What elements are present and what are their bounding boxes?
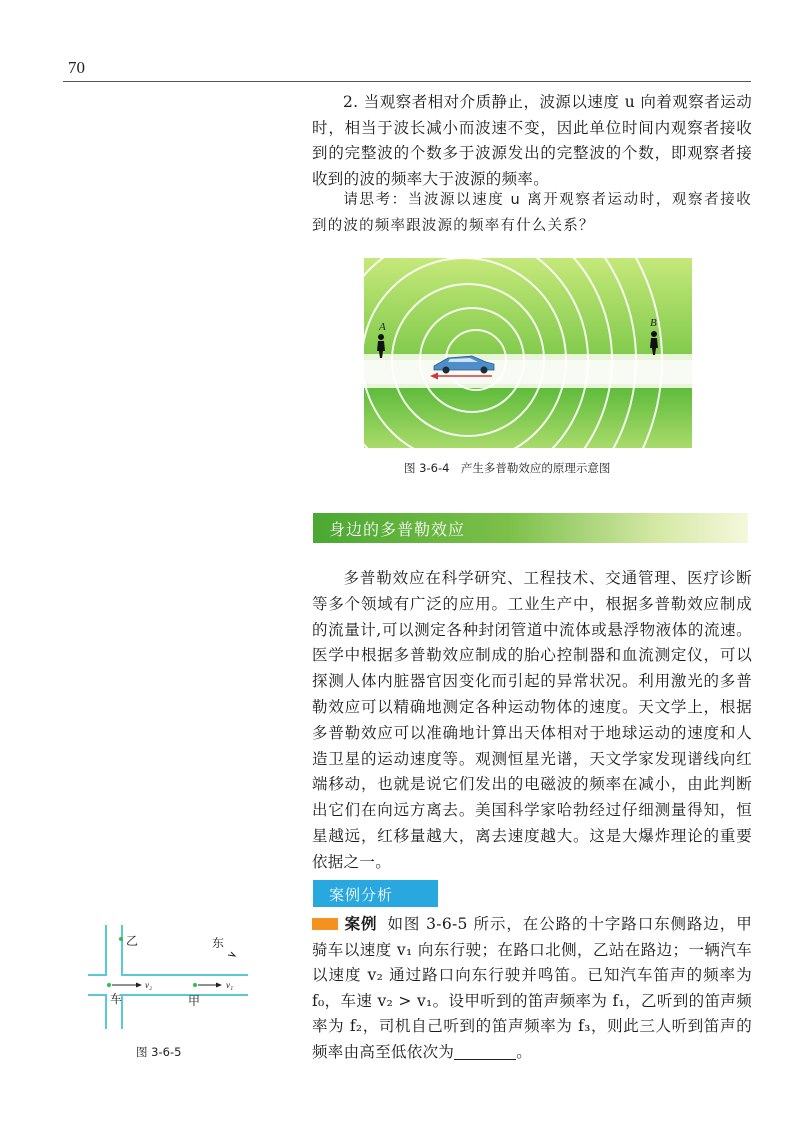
intro-paragraph: [312, 90, 752, 192]
doppler-figure: [364, 258, 692, 448]
label-jia: 甲: [188, 994, 201, 1008]
observer-a-label: A: [379, 321, 386, 333]
case-text: 如图 3-6-5 所示，在公路的十字路口东侧路边，甲骑车以速度 v₁ 向东行驶；在路口北侧，乙站在路边；一辆汽车以速度 v₂ 通过路口向东行驶并鸣笛。已知汽车笛声的频率为 f₀，车速 v₂ > v₁。设甲听到的笛声频率为 f₁，乙听到的笛声频率为 f₂，司机自己听到的笛声频率为 f₃，则此三人听到笛声的频率由高至低依次为: [312, 915, 752, 1061]
car-arrowhead: [136, 983, 142, 988]
header-rule: [63, 81, 751, 82]
person-jia: [193, 983, 197, 987]
label-v2: v₂: [145, 980, 153, 990]
figure2-caption: 图 3-6-5: [136, 1045, 182, 1059]
intro-text: 2. 当观察者相对介质静止，波源以速度 u 向着观察者运动时，相当于波长减小而波速不变，因此单位时间内观察者接收到的完整波的个数多于波源发出的完整波的个数，即观察者接收到的波的频率大于波源的频率。: [312, 93, 752, 188]
road-edge-top: [364, 354, 692, 360]
car-dot: [107, 983, 111, 987]
jia-arrowhead: [216, 983, 222, 988]
case-title: 案例分析: [329, 886, 394, 904]
page-number: 70: [68, 58, 85, 77]
label-dong: 东: [212, 936, 225, 950]
section-header: [313, 513, 748, 543]
label-v1: v₁: [226, 980, 234, 990]
observer-b-label: B: [650, 317, 657, 329]
figure1-caption: 图 3-6-4 产生多普勒效应的原理示意图: [404, 461, 611, 475]
doppler-illustration: [364, 258, 692, 448]
case-header: [313, 880, 438, 907]
case-label: 案例: [344, 915, 378, 933]
east-arrow: [228, 952, 235, 956]
answer-blank[interactable]: [454, 1043, 516, 1060]
intersection-diagram: [88, 925, 248, 1035]
label-che: 车: [110, 992, 123, 1006]
case-marker: [312, 918, 338, 930]
think-text: 请思考：当波源以速度 u 离开观察者运动时，观察者接收到的波的频率跟波源的频率有什么关系？: [312, 192, 752, 234]
case-body: [312, 912, 752, 1065]
case-text-end: 。: [516, 1042, 533, 1061]
label-yi: 乙: [126, 934, 139, 948]
section-text: 多普勒效应在科学研究、工程技术、交通管理、医疗诊断等多个领域有广泛的应用。工业生产中，根据多普勒效应制成的流量计,可以测定各种封闭管道中流体或悬浮物液体的流速。医学中根据多普勒效应制成的胎心控制器和血流测定仪，可以探测人体内脏器官因变化而引起的异常状况。利用激光的多普勒效应可以精确地测定各种运动物体的速度。天文学上，根据多普勒效应可以准确地计算出天体相对于地球运动的速度和人造卫星的运动速度等。观测恒星光谱，天文学家发现谱线向红端移动，也就是说它们发出的电磁波的频率在减小，由此判断出它们在向远方离去。美国科学家哈勃经过仔细测量得知，恒星越远，红移量越大，离去速度越大。这是大爆炸理论的重要依据之一。: [312, 569, 752, 871]
person-yi: [119, 937, 123, 941]
section-body: [312, 566, 752, 876]
think-question: [312, 188, 752, 239]
road: [364, 360, 692, 388]
section-title: 身边的多普勒效应: [329, 520, 466, 539]
intersection-figure: [88, 925, 248, 1035]
